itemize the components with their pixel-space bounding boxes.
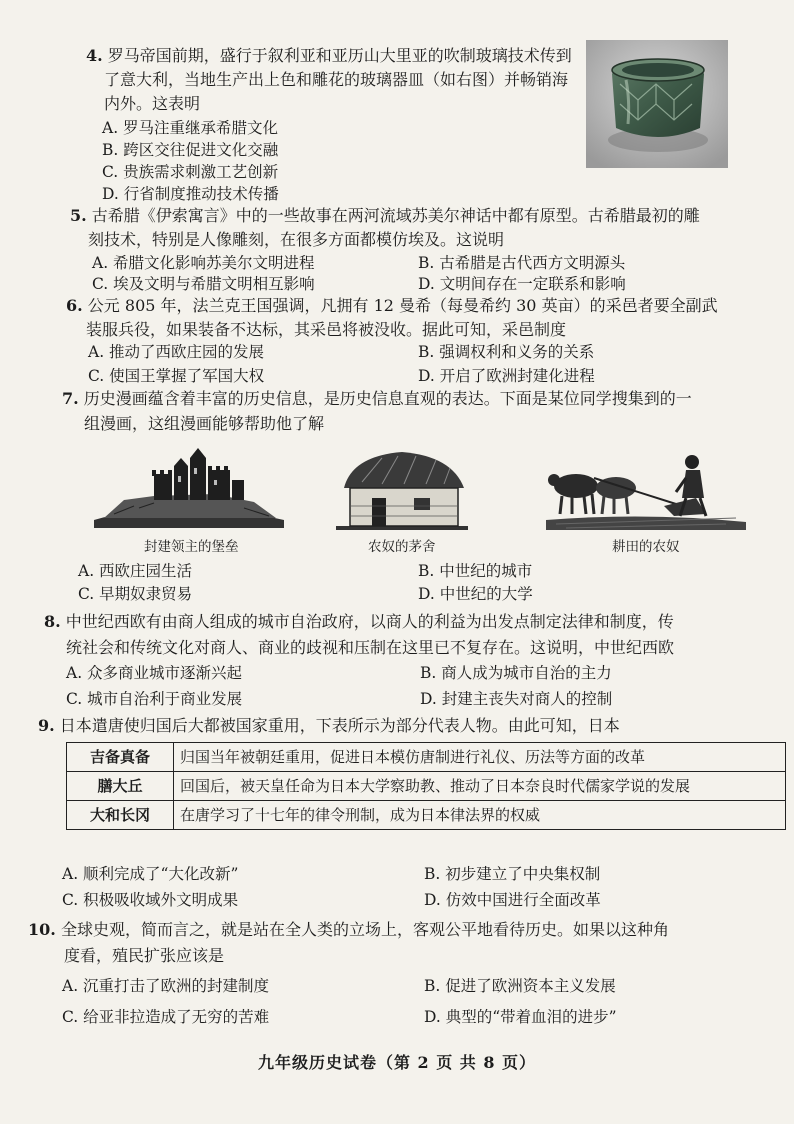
q10-option-a: A. 沉重打击了欧洲的封建制度 — [62, 977, 270, 995]
glass-vessel-photo — [586, 40, 728, 168]
q8-line2: 统社会和传统文化对商人、商业的歧视和压制在这里已不复存在。这说明，中世纪西欧 — [66, 638, 675, 657]
caption-ploughing: 耕田的农奴 — [612, 539, 680, 555]
q10-option-b: B. 促进了欧洲资本主义发展 — [424, 977, 616, 995]
castle-cartoon — [94, 448, 284, 528]
q10-line1: 10. 全球史观，简而言之，就是站在全人类的立场上，客观公平地看待历史。如果以这种角 — [28, 920, 669, 939]
table-row — [67, 801, 786, 830]
q6-line2: 装服兵役，如果装备不达标，其采邑将被没收。据此可知，采邑制度 — [86, 320, 567, 339]
ploughing-serf-cartoon — [546, 448, 746, 530]
caption-hut: 农奴的茅舍 — [368, 539, 436, 555]
q10-option-d: D. 典型的“带着血泪的进步” — [424, 1008, 617, 1026]
envoy-name: 膳大丘 — [67, 772, 174, 801]
envoy-name: 大和长冈 — [67, 801, 174, 830]
q4-option-d: D. 行省制度推动技术传播 — [102, 185, 279, 203]
q5-option-b: B. 古希腊是古代西方文明源头 — [418, 254, 626, 272]
q5-option-c: C. 埃及文明与希腊文明相互影响 — [92, 275, 315, 293]
q4-line1: 4. 罗马帝国前期，盛行于叙利亚和亚历山大里亚的吹制玻璃技术传到 — [86, 46, 572, 65]
caption-castle: 封建领主的堡垒 — [144, 539, 239, 555]
q7-option-d: D. 中世纪的大学 — [418, 585, 533, 603]
q9-option-b: B. 初步建立了中央集权制 — [424, 865, 601, 883]
q5-option-d: D. 文明间存在一定联系和影响 — [418, 275, 626, 293]
envoy-desc: 在唐学习了十七年的律令刑制，成为日本律法界的权威 — [174, 801, 786, 830]
q7-line2: 组漫画，这组漫画能够帮助他了解 — [84, 414, 325, 433]
q4-line2: 了意大利，当地生产出上色和雕花的玻璃器皿（如右图）并畅销海 — [104, 70, 569, 89]
q8-option-a: A. 众多商业城市逐渐兴起 — [66, 664, 243, 682]
q7-option-c: C. 早期奴隶贸易 — [78, 585, 193, 603]
envoy-table — [66, 742, 786, 830]
page-footer: 九年级历史试卷（第 2 页 共 8 页） — [257, 1053, 537, 1072]
q9-option-d: D. 仿效中国进行全面改革 — [424, 891, 601, 909]
q10-line2: 度看，殖民扩张应该是 — [64, 946, 225, 965]
q8-option-c: C. 城市自治利于商业发展 — [66, 690, 243, 708]
envoy-desc: 归国当年被朝廷重用，促进日本模仿唐制进行礼仪、历法等方面的改革 — [174, 743, 786, 772]
q6-option-a: A. 推动了西欧庄园的发展 — [88, 343, 265, 361]
q8-option-d: D. 封建主丧失对商人的控制 — [420, 690, 613, 708]
q4-option-a: A. 罗马注重继承希腊文化 — [102, 119, 279, 137]
q4-option-c: C. 贵族需求刺激工艺创新 — [102, 163, 279, 181]
serf-hut-cartoon — [332, 448, 472, 530]
q6-option-b: B. 强调权利和义务的关系 — [418, 343, 595, 361]
q5-line2: 刻技术，特别是人像雕刻，在很多方面都模仿埃及。这说明 — [88, 230, 505, 249]
q4-line3: 内外。这表明 — [104, 94, 201, 113]
table-row — [67, 743, 786, 772]
q9-option-a: A. 顺利完成了“大化改新” — [62, 865, 239, 883]
envoy-name: 吉备真备 — [67, 743, 174, 772]
q5-option-a: A. 希腊文化影响苏美尔文明进程 — [92, 254, 315, 272]
q8-line1: 8. 中世纪西欧有由商人组成的城市自治政府，以商人的利益为出发点制定法律和制度，传 — [44, 612, 674, 631]
envoy-desc: 回国后，被天皇任命为日本大学察助教、推动了日本奈良时代儒家学说的发展 — [174, 772, 786, 801]
q6-line1: 6. 公元 805 年，法兰克王国强调，凡拥有 12 曼希（每曼希约 30 英亩）的采邑者要全副武 — [66, 296, 718, 315]
q7-option-b: B. 中世纪的城市 — [418, 562, 533, 580]
q5-line1: 5. 古希腊《伊索寓言》中的一些故事在两河流域苏美尔神话中都有原型。古希腊最初的雕 — [70, 206, 700, 225]
q4-option-b: B. 跨区交往促进文化交融 — [102, 141, 279, 159]
q7-option-a: A. 西欧庄园生活 — [78, 562, 193, 580]
q9-line1: 9. 日本遣唐使归国后大都被国家重用，下表所示为部分代表人物。由此可知，日本 — [38, 716, 620, 735]
q6-option-d: D. 开启了欧洲封建化进程 — [418, 367, 595, 385]
table-row — [67, 772, 786, 801]
q10-option-c: C. 给亚非拉造成了无穷的苦难 — [62, 1008, 270, 1026]
q8-option-b: B. 商人成为城市自治的主力 — [420, 664, 612, 682]
q7-line1: 7. 历史漫画蕴含着丰富的历史信息，是历史信息直观的表达。下面是某位同学搜集到的一 — [62, 389, 692, 408]
q6-option-c: C. 使国王掌握了军国大权 — [88, 367, 265, 385]
q9-option-c: C. 积极吸收域外文明成果 — [62, 891, 239, 909]
